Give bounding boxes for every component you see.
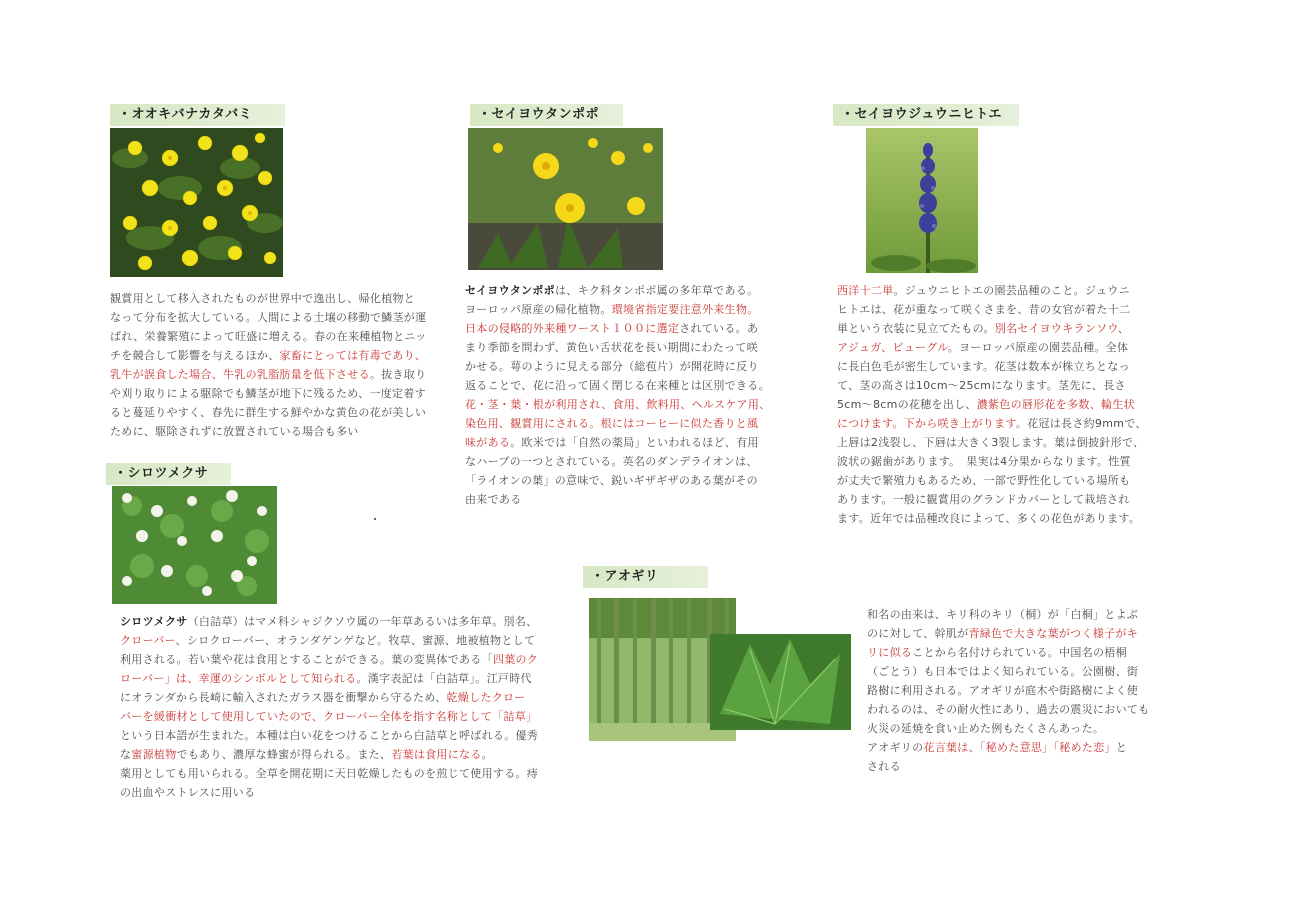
text-segment: 家畜にとっては有毒であり、 <box>279 349 427 362</box>
text-segment: 火災の延焼を食い止めた例もたくさんあった。 <box>867 722 1105 735</box>
text-segment: 乳牛が誤食した場合、牛乳の乳脂肪量を低下させる <box>110 368 370 381</box>
text-segment: 単という衣装に見立てたもの。 <box>837 322 995 335</box>
text-line <box>110 346 440 365</box>
text-segment: 蜜源植物 <box>131 748 177 761</box>
text-segment: な <box>120 748 132 761</box>
text-line <box>837 319 1147 338</box>
text-line <box>465 395 775 414</box>
text-line <box>120 612 560 631</box>
text-line <box>110 384 440 403</box>
text-segment: 味がある <box>465 436 511 449</box>
text-line <box>867 605 1157 624</box>
text-line <box>837 471 1147 490</box>
text-segment: アオギリの <box>867 741 924 754</box>
text-line <box>837 338 1147 357</box>
text-line <box>867 681 1157 700</box>
text-line <box>465 319 775 338</box>
text-segment: という日本語が生まれた。本種は白い花をつけることから白詰草と呼ばれる。優秀 <box>120 729 539 742</box>
text-line <box>837 300 1147 319</box>
text-segment: チを競合して影響を与えるほか、 <box>110 349 280 362</box>
text-line <box>110 422 440 441</box>
text-line <box>837 357 1147 376</box>
text-segment: 乾燥したクロー <box>446 691 526 704</box>
text-line <box>867 738 1157 757</box>
text-line <box>867 719 1157 738</box>
text-segment: あります。一般に観賞用のグランドカバーとして栽培され <box>837 493 1130 506</box>
text-line <box>837 414 1147 433</box>
text-segment: 。抜き取り <box>369 368 427 381</box>
text-segment: 環境省指定要注意外来生物。 <box>611 303 759 316</box>
text-segment: 由来である <box>465 493 522 506</box>
text-segment: 。ヨーロッパ原産の園芸品種。全体 <box>947 341 1129 354</box>
text-segment: セイヨウタンポポ <box>465 284 555 297</box>
text-segment: （白詰草）はマメ科シャジクソウ属の一年草あるいは多年草。別名、 <box>187 615 538 628</box>
text-segment: 花・茎・葉・根が利用され、食用、飲料用、ヘルスケア用、 <box>465 398 771 411</box>
text-segment: リに似る <box>867 646 913 659</box>
heading-aogiri: ・アオギリ <box>583 566 708 588</box>
text-aogiri <box>867 605 1157 776</box>
text-segment: バーを緩衝材として使用していたので、クローバー全体を指す名称として「詰草」 <box>120 710 538 723</box>
text-line <box>120 669 560 688</box>
photo-shirotsumekusa <box>112 486 277 604</box>
text-segment: 5cm～8cmの花穂を出し、 <box>837 398 977 411</box>
text-segment: されている。あ <box>679 322 759 335</box>
text-segment: ます。近年では品種改良によって、多くの花色があります。 <box>837 512 1141 525</box>
text-segment: 路樹に利用される。アオギリが庭木や街路樹によく使 <box>867 684 1139 697</box>
text-segment: ヨーロッパ原産の帰化植物。 <box>465 303 612 316</box>
text-segment: が丈夫で繁殖力もあるため、一部で野性化している場所も <box>837 474 1131 487</box>
photo-katabami <box>110 128 283 277</box>
text-segment: ると蔓延りやすく、春先に群生する鮮やかな黄色の花が美しい <box>110 406 427 419</box>
heading-shirotsumekusa: ・シロツメクサ <box>106 463 231 485</box>
text-segment: 若葉は食用になる <box>391 748 482 761</box>
text-segment: 染色用、観賞用にされる。根にはコーヒーに似た香りと風 <box>465 417 759 430</box>
text-segment: 西洋十二単 <box>837 284 894 297</box>
text-segment: 「ライオンの葉」の意味で、鋭いギザギザのある葉がその <box>465 474 758 487</box>
text-segment: 四葉のク <box>492 653 539 666</box>
text-segment: て、茎の高さは10cm～25cmになります。茎先に、長さ <box>837 379 1126 392</box>
text-segment: ことから名付けられている。中国名の梧桐 <box>912 646 1127 659</box>
text-segment: と <box>1115 741 1128 754</box>
text-line <box>837 433 1147 452</box>
text-line <box>837 395 1147 414</box>
text-segment: 。欧米では「自然の薬局」といわれるほど、有用 <box>510 436 759 449</box>
heading-katabami: ・オオキバナカタバミ <box>110 104 285 126</box>
text-segment: 上唇は2浅裂し、下唇は大きく3裂します。葉は倒披針形で、 <box>837 436 1145 449</box>
text-tanpopo <box>465 281 775 509</box>
text-segment: に長白色毛が密生しています。花茎は数本が株立ちとなっ <box>837 360 1130 373</box>
text-segment: なって分布を拡大している。人間による土壌の移動で鱗茎が運 <box>110 311 427 324</box>
text-line <box>120 650 560 669</box>
text-segment: かせる。萼のように見える部分（総苞片）が開花時に反り <box>465 360 759 373</box>
text-segment: ヒトエは、花が重なって咲くさまを、昔の女官が着た十二 <box>837 303 1131 316</box>
text-segment: にオランダから長崎に輸入されたガラス器を衝撃から守るため、 <box>120 691 447 704</box>
text-line <box>110 308 440 327</box>
text-line <box>110 365 440 384</box>
text-segment: は、キク科タンポポ属の多年草である。 <box>554 284 759 297</box>
heading-juunihitoe: ・セイヨウジュウニヒトエ <box>833 104 1019 126</box>
text-line <box>837 281 1147 300</box>
text-segment: のに対して、幹肌が <box>867 627 969 640</box>
text-segment: や刈り取りによる駆除でも鱗茎が地下に残るため、一度定着す <box>110 387 426 400</box>
text-segment: 。ジュウニヒトエの園芸品種のこと。ジュウニ <box>893 284 1130 297</box>
text-segment: われるのは、その耐火性にあり、過去の震災においても <box>867 703 1150 716</box>
text-line <box>867 700 1157 719</box>
text-line <box>465 452 775 471</box>
text-segment: の出血やストレスに用いる <box>120 786 256 799</box>
text-segment: 日本の侵略的外来種ワースト１００に選定 <box>465 322 680 335</box>
text-line <box>867 757 1157 776</box>
text-line <box>465 376 775 395</box>
text-line <box>120 726 560 745</box>
text-line <box>465 281 775 300</box>
text-segment: 返ることで、花に沿って固く閉じる在来種とは区別できる。 <box>465 379 770 392</box>
text-segment: 波状の鋸歯があります。 果実は4分果からなります。性質 <box>837 455 1131 468</box>
text-segment: でもあり、濃厚な蜂蜜が得られる。また、 <box>176 748 392 761</box>
text-line <box>110 289 440 308</box>
text-segment: 薬用としても用いられる。全草を開花期に天日乾燥したものを煎じて使用する。痔 <box>120 767 539 780</box>
text-segment: 濃紫色の唇形花を多数、輪生状 <box>976 398 1135 411</box>
text-line <box>120 764 560 783</box>
text-line <box>465 414 775 433</box>
text-segment: まり季節を問わず、黄色い舌状花を長い期間にわたって咲 <box>465 341 758 354</box>
text-line <box>867 624 1157 643</box>
text-segment: 。 <box>481 748 493 761</box>
text-segment: ために、駆除されずに放置されている場合も多い <box>110 425 359 438</box>
text-line <box>110 327 440 346</box>
text-line <box>120 783 560 802</box>
text-segment: 和名の由来は、キリ科のキリ（桐）が「白桐」とよぶ <box>867 608 1139 621</box>
text-line <box>465 433 775 452</box>
photo-juunihitoe <box>866 128 978 273</box>
text-line <box>867 643 1157 662</box>
text-segment: 青緑色で大きな葉がつく様子がキ <box>968 627 1138 640</box>
text-line <box>837 376 1147 395</box>
text-segment: シロツメクサ <box>120 615 188 628</box>
text-segment: につけます。下から咲き上がります <box>837 417 1016 430</box>
text-line <box>465 338 775 357</box>
text-segment: ばれ、栄養繁殖によって旺盛に増える。春の在来種植物とニッ <box>110 330 427 343</box>
text-segment: なハーブの一つとされている。英名のダンデライオンは、 <box>465 455 758 468</box>
text-line <box>120 688 560 707</box>
text-line <box>867 662 1157 681</box>
text-line <box>110 403 440 422</box>
text-line <box>837 490 1147 509</box>
text-line <box>465 471 775 490</box>
text-line <box>837 509 1147 528</box>
text-segment: 観賞用として移入されたものが世界中で逸出し、帰化植物と <box>110 292 416 305</box>
text-line <box>837 452 1147 471</box>
text-segment: 花言葉は、「秘めた意思」「秘めた恋」 <box>923 741 1116 754</box>
text-line <box>465 490 775 509</box>
text-segment: クローバー <box>120 634 176 647</box>
text-segment: 。花冠は長さ約9mmで、 <box>1015 417 1147 430</box>
text-line <box>120 745 560 764</box>
text-segment: （ごとう）も日本ではよく知られている。公園樹、街 <box>867 665 1139 678</box>
text-line <box>465 357 775 376</box>
text-segment: 利用される。若い葉や花は食用とすることができる。葉の変異体である「 <box>120 653 493 666</box>
text-segment: ローバー」は、幸運のシンボルとして知られる <box>120 672 357 685</box>
text-juunihitoe <box>837 281 1147 528</box>
text-segment: アジュガ、ビューグル <box>837 341 948 354</box>
text-line <box>120 631 560 650</box>
text-segment: 別名セイヨウキランソウ、 <box>994 322 1130 335</box>
photo-aogiri-leaf <box>710 634 851 730</box>
photo-tanpopo <box>468 128 663 270</box>
text-segment: 、シロクローバー、オランダゲンゲなど。牧草、蜜源、地被植物として <box>175 634 536 647</box>
text-line <box>120 707 560 726</box>
text-line <box>465 300 775 319</box>
text-segment: される <box>867 760 901 773</box>
text-segment: 。漢字表記は「白詰草」。江戸時代 <box>356 672 532 685</box>
heading-tanpopo: ・セイヨウタンポポ <box>470 104 623 126</box>
text-katabami <box>110 289 440 441</box>
text-shirotsumekusa <box>120 612 560 802</box>
stray-dot <box>374 518 376 520</box>
